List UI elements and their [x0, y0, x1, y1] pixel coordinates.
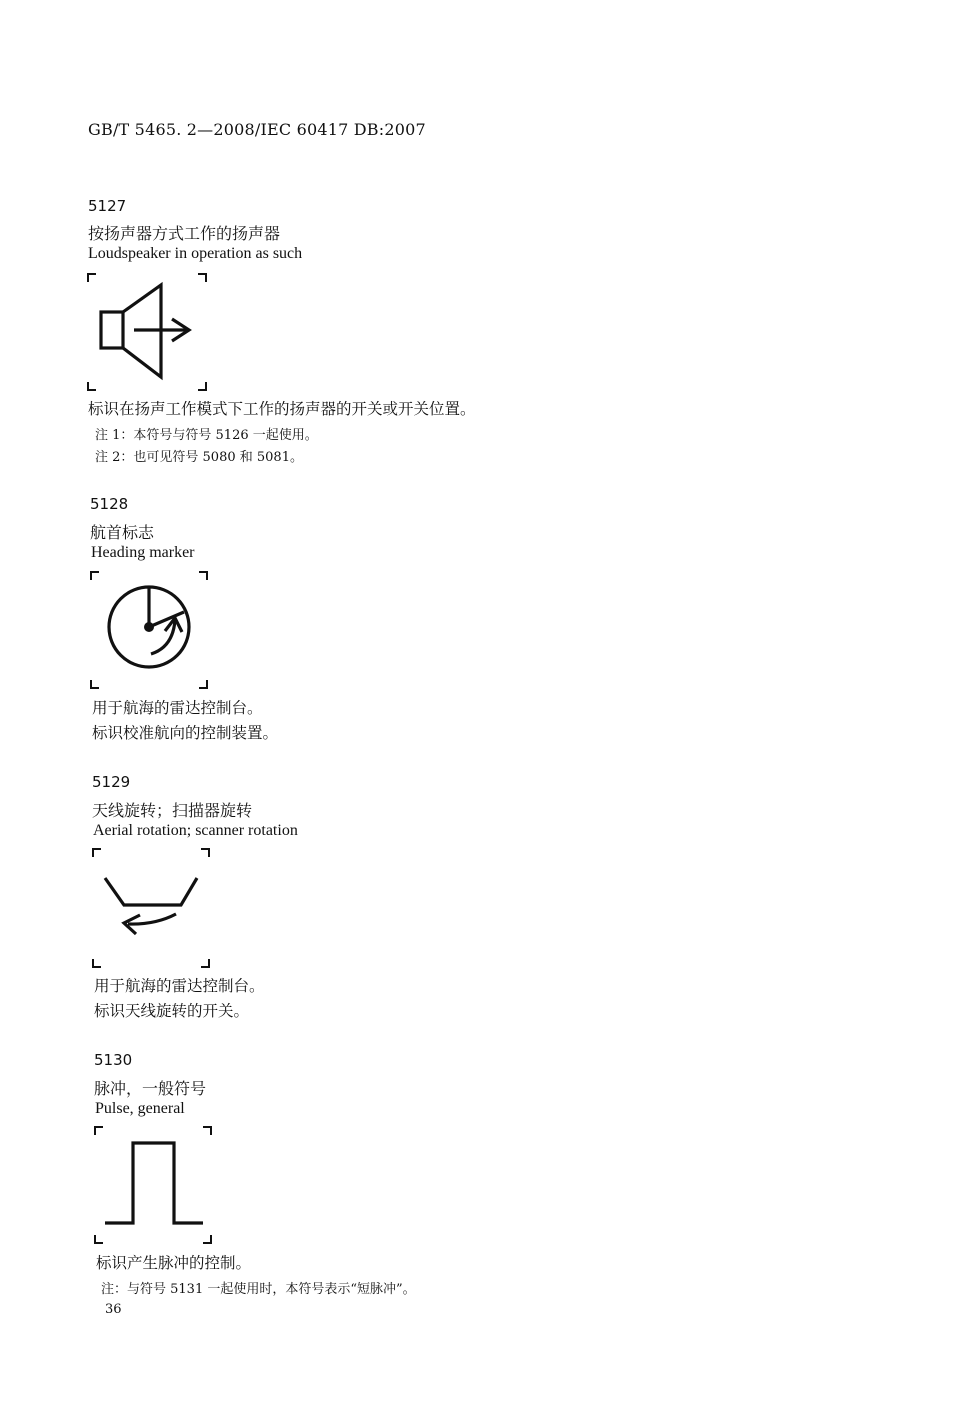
- loudspeaker-icon: [86, 272, 211, 394]
- entry-title-en: Pulse, general: [95, 1100, 185, 1117]
- aerial-rotation-icon: [91, 847, 215, 969]
- entry-number: 5130: [94, 1051, 133, 1069]
- entry-title-en: Aerial rotation; scanner rotation: [93, 822, 298, 839]
- entry-title-zh: 按扬声器方式工作的扬声器: [88, 224, 281, 243]
- entry-description: 标识在扬声工作模式下工作的扬声器的开关或开关位置。: [88, 400, 476, 418]
- entry-title-zh: 脉冲，一般符号: [94, 1079, 207, 1098]
- entry-note: 注：与符号 5131 一起使用时，本符号表示“短脉冲”。: [101, 1282, 416, 1297]
- standard-header: GB/T 5465. 2—2008/IEC 60417 DB:2007: [88, 120, 426, 139]
- entry-title-zh: 天线旋转；扫描器旋转: [92, 801, 253, 820]
- entry-note: 注 2：也可见符号 5080 和 5081。: [95, 450, 303, 465]
- pulse-icon: [93, 1125, 217, 1247]
- entry-description: 标识产生脉冲的控制。: [96, 1254, 252, 1272]
- entry-title-en: Heading marker: [91, 544, 195, 561]
- heading-marker-icon: [89, 570, 213, 692]
- entry-note: 注 1：本符号与符号 5126 一起使用。: [95, 428, 318, 443]
- entry-description: 用于航海的雷达控制台。: [92, 699, 263, 717]
- entry-title-en: Loudspeaker in operation as such: [88, 245, 303, 262]
- entry-number: 5129: [92, 773, 131, 791]
- entry-description: 用于航海的雷达控制台。: [94, 977, 265, 995]
- page-number: 36: [105, 1302, 122, 1317]
- entry-number: 5128: [90, 495, 129, 513]
- entry-description: 标识天线旋转的开关。: [94, 1002, 250, 1020]
- entry-description: 标识校准航向的控制装置。: [92, 724, 279, 742]
- entry-number: 5127: [88, 197, 127, 215]
- entry-title-zh: 航首标志: [90, 523, 155, 542]
